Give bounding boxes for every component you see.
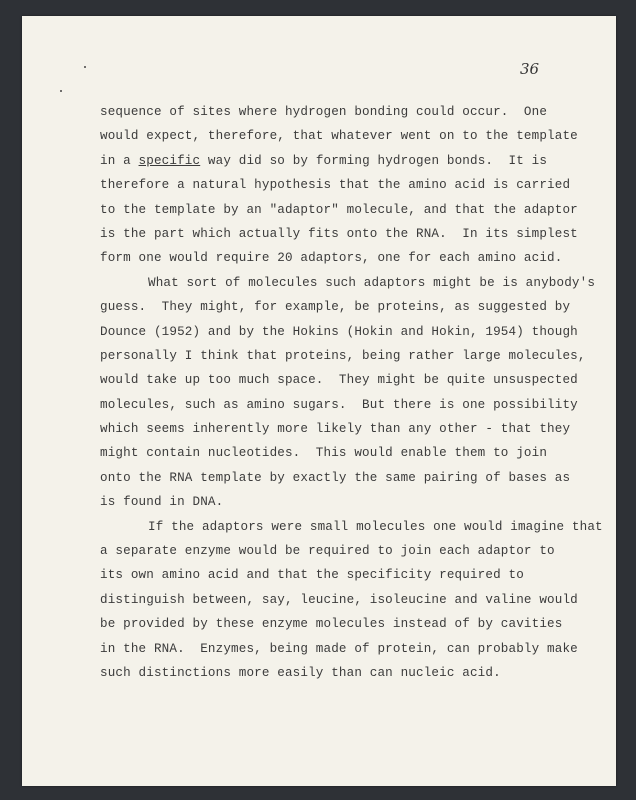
text-segment: is found in DNA.: [100, 495, 224, 510]
text-line: [100, 198, 580, 222]
text-segment: in the RNA. Enzymes, being made of protein, can probably make: [100, 641, 578, 656]
text-segment: in a: [100, 153, 139, 168]
text-segment: would take up too much space. They might be quite unsuspected: [100, 373, 578, 388]
text-line: [100, 466, 580, 490]
text-line: [100, 417, 580, 441]
text-line: [100, 222, 580, 246]
text-segment: is the part which actually fits onto the RNA. In its simplest: [100, 226, 578, 241]
text-line: [100, 563, 580, 587]
text-line: [100, 368, 580, 392]
text-segment: might contain nucleotides. This would enable them to join: [100, 446, 548, 461]
text-line: [100, 124, 580, 148]
text-line: [100, 271, 596, 295]
text-segment: onto the RNA template by exactly the same pairing of bases as: [100, 470, 571, 485]
text-segment: its own amino acid and that the specificity required to: [100, 568, 524, 583]
text-line: [100, 173, 580, 197]
text-line: [100, 246, 580, 270]
text-line: [100, 515, 603, 539]
text-segment: personally I think that proteins, being rather large molecules,: [100, 348, 586, 363]
text-segment: guess. They might, for example, be proteins, as suggested by: [100, 300, 571, 315]
text-line: [100, 149, 580, 173]
text-line: [100, 637, 580, 661]
text-segment: would expect, therefore, that whatever went on to the template: [100, 129, 578, 144]
text-segment: Dounce (1952) and by the Hokins (Hokin and Hokin, 1954) though: [100, 324, 578, 339]
text-line: [100, 295, 580, 319]
text-line: [100, 441, 580, 465]
text-line: [100, 344, 586, 368]
text-segment: sequence of sites where hydrogen bonding could occur. One: [100, 105, 548, 119]
text-segment: form one would require 20 adaptors, one for each amino acid.: [100, 251, 563, 266]
text-segment: molecules, such as amino sugars. But there is one possibility: [100, 397, 578, 412]
text-line: [100, 539, 580, 563]
text-line: [100, 393, 580, 417]
text-segment: distinguish between, say, leucine, isoleucine and valine would: [100, 592, 578, 607]
ink-speck: [60, 90, 62, 92]
text-line: [100, 320, 580, 344]
page-number: 36: [520, 60, 540, 78]
ink-speck: [84, 66, 86, 68]
text-segment: which seems inherently more likely than any other - that they: [100, 422, 571, 437]
body-text: [100, 100, 603, 685]
text-segment: therefore a natural hypothesis that the amino acid is carried: [100, 178, 571, 193]
text-segment: If the adaptors were small molecules one would imagine that: [148, 519, 603, 534]
text-segment: way did so by forming hydrogen bonds. It is: [200, 153, 548, 168]
underlined-word: specific: [138, 153, 201, 168]
text-segment: a separate enzyme would be required to join each adaptor to: [100, 544, 555, 559]
text-segment: What sort of molecules such adaptors might be is anybody's: [148, 275, 596, 290]
text-segment: such distinctions more easily than can nucleic acid.: [100, 665, 501, 680]
text-line: [100, 490, 580, 514]
text-segment: to the template by an "adaptor" molecule, and that the adaptor: [100, 202, 578, 217]
text-line: [100, 612, 580, 636]
text-segment: be provided by these enzyme molecules instead of by cavities: [100, 617, 563, 632]
text-line: [100, 100, 580, 124]
text-line: [100, 661, 580, 685]
text-line: [100, 588, 580, 612]
